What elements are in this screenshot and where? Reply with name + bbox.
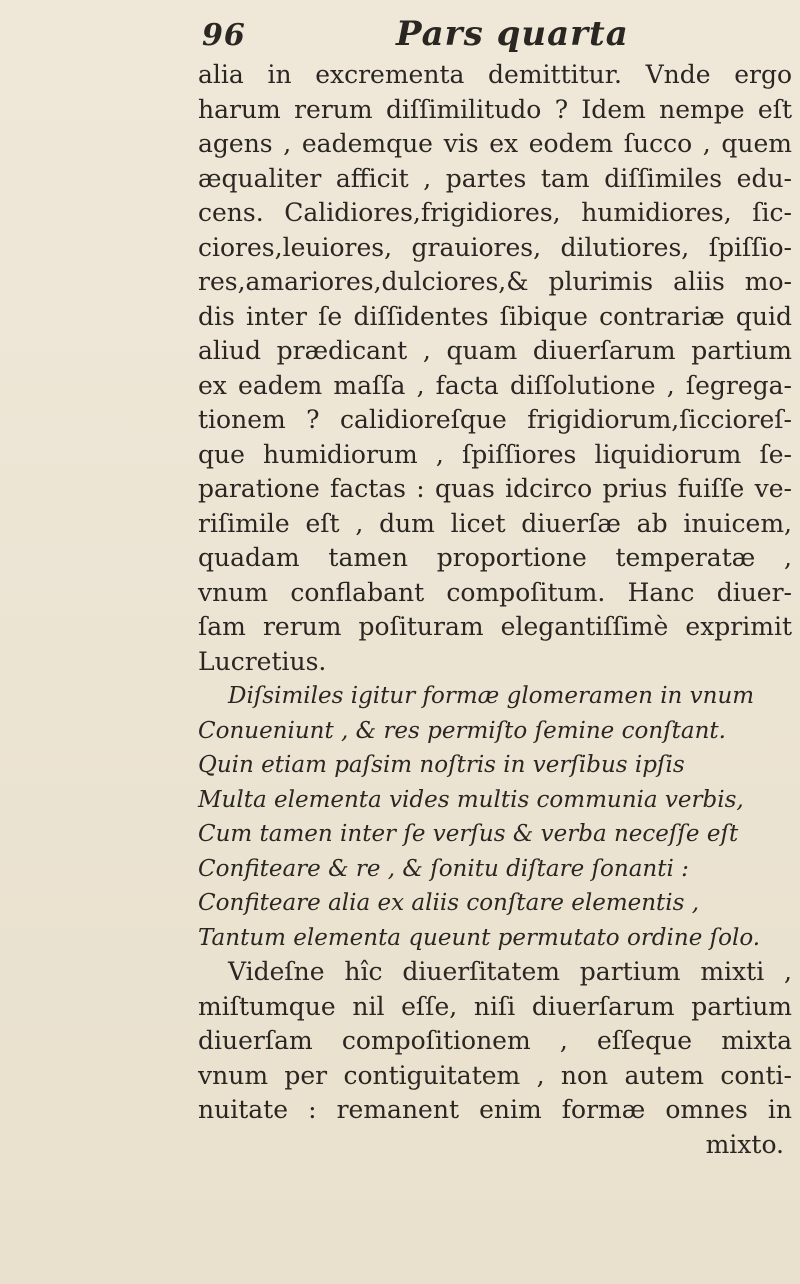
verse-quotation	[198, 679, 792, 955]
running-head: Pars quarta	[396, 14, 629, 54]
text-line: tionem ? calidioreſque frigidiorum,ſiccioreſ-	[198, 405, 792, 434]
text-line: res,amariores,dulciores,& plurimis aliis mo-	[198, 267, 792, 296]
text-line: que humidiorum , ſpiſſiores liquidiorum ſe-	[198, 439, 792, 469]
verse-line: Cum tamen inter ſe verſus & verba neceſſe eſt	[198, 821, 739, 847]
text-line: ſam rerum poſituram elegantiſſimè exprimit	[198, 612, 792, 641]
verse-line: Conueniunt , & res permiſto ſemine conſtant.	[198, 717, 726, 744]
verse-line: Confiteare & re , & ſonitu diſtare ſonanti :	[198, 855, 689, 882]
verse-line: Diſsimiles igitur formæ glomeramen in vnum	[228, 683, 755, 709]
text-line: mixto.	[705, 1129, 784, 1159]
body-text	[198, 58, 792, 1162]
page-number: 96	[202, 18, 246, 53]
text-line: harum rerum diſſimilitudo ? Idem nempe eſt	[198, 94, 792, 124]
text-line: diuerſam compoſitionem , eſſeque mixta	[198, 1026, 792, 1055]
text-line: aliud prædicant , quam diuerſarum partium	[198, 336, 792, 365]
text-line: miſtumque nil eſſe, niſi diuerſarum partium	[198, 991, 792, 1021]
text-line: æqualiter afficit , partes tam diſſimiles edu-	[198, 163, 792, 193]
verse-line: Tantum elementa queunt permutato ordine ſolo.	[198, 924, 761, 951]
paragraph-1	[198, 58, 792, 679]
text-line: vnum per contiguitatem , non autem conti-	[198, 1060, 792, 1090]
verse-line: Confiteare alia ex aliis conſtare elementis ,	[198, 890, 700, 916]
text-line: cens. Calidiores,frigidiores, humidiores, ſic-	[198, 198, 792, 227]
text-line: alia in excrementa demittitur. Vnde ergo	[198, 60, 792, 89]
text-line: riſimile eſt , dum licet diuerſæ ab inuicem,	[198, 508, 792, 538]
text-line: nuitate : remanent enim formæ omnes in	[198, 1095, 792, 1124]
text-line: ex eadem maſſa , facta diſſolutione , ſegrega-	[198, 370, 792, 400]
verse-line: Quin etiam paſsim noſtris in verſibus ipſis	[198, 752, 685, 778]
verse-line: Multa elementa vides multis communia verbis,	[198, 786, 744, 813]
text-line: Lucretius.	[198, 646, 327, 676]
text-line: vnum conflabant compoſitum. Hanc diuer-	[198, 577, 792, 607]
text-line: Videſne hîc diuerſitatem partium mixti ,	[228, 957, 792, 986]
text-line: ciores,leuiores, grauiores, dilutiores, ſpiſſio-	[198, 232, 792, 262]
text-line: dis inter ſe diſſidentes ſibique contrariæ quid	[198, 301, 792, 331]
page-header	[0, 14, 800, 54]
text-line: paratione factas : quas idcirco prius fuiſſe ve-	[198, 474, 792, 503]
text-line: quadam tamen proportione temperatæ ,	[198, 543, 792, 572]
paragraph-2	[198, 955, 792, 1162]
text-line: agens , eademque vis ex eodem ſucco , quem	[198, 129, 792, 158]
